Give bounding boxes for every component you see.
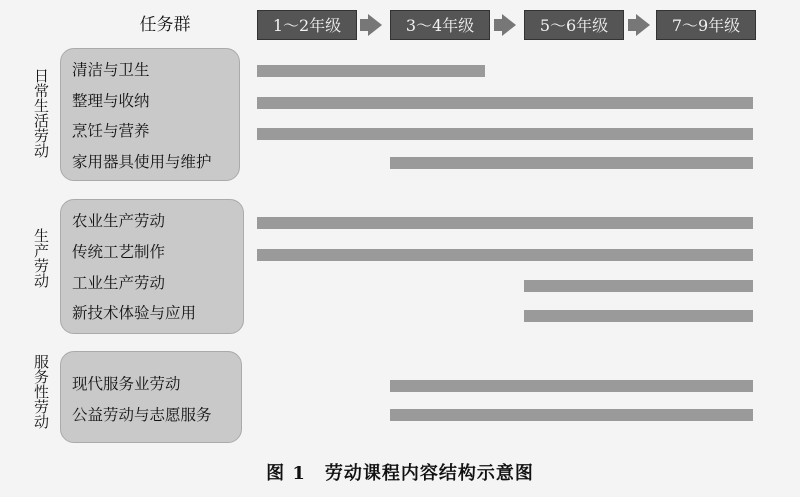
grade-span-bar — [257, 217, 753, 229]
grade-header-5-6: 5～6年级 — [524, 10, 624, 40]
arrow-stem-1 — [360, 19, 368, 31]
task-label: 新技术体验与应用 — [72, 304, 197, 322]
task-label: 农业生产劳动 — [72, 212, 166, 230]
right-arrow-icon — [636, 14, 650, 36]
grade-span-bar — [524, 310, 753, 322]
grade-span-bar — [390, 157, 753, 169]
task-label: 家用器具使用与维护 — [72, 153, 212, 171]
task-group-header: 任务群 — [139, 15, 191, 35]
grade-span-bar — [257, 97, 753, 109]
arrow-stem-3 — [628, 19, 636, 31]
task-label: 整理与收纳 — [72, 92, 150, 110]
right-arrow-icon — [502, 14, 516, 36]
grade-span-bar — [390, 409, 753, 421]
group-label-daily-life: 日常生活劳动 — [32, 68, 50, 158]
task-label: 工业生产劳动 — [72, 274, 166, 292]
group-label-service: 服务性劳动 — [32, 354, 50, 429]
group-label-production: 生产劳动 — [32, 228, 50, 288]
grade-span-bar — [257, 128, 753, 140]
figure-caption: 图 1 劳动课程内容结构示意图 — [266, 463, 534, 484]
grade-header-7-9: 7～9年级 — [656, 10, 756, 40]
task-label: 传统工艺制作 — [72, 243, 166, 261]
task-label: 清洁与卫生 — [72, 61, 150, 79]
right-arrow-icon — [368, 14, 382, 36]
task-label: 现代服务业劳动 — [72, 375, 181, 393]
grade-span-bar — [390, 380, 753, 392]
grade-span-bar — [524, 280, 753, 292]
grade-span-bar — [257, 65, 485, 77]
grade-header-3-4: 3～4年级 — [390, 10, 490, 40]
task-label: 烹饪与营养 — [72, 122, 150, 140]
task-label: 公益劳动与志愿服务 — [72, 406, 212, 424]
group-box-service — [60, 351, 242, 443]
arrow-stem-2 — [494, 19, 502, 31]
grade-span-bar — [257, 249, 753, 261]
grade-header-1-2: 1～2年级 — [257, 10, 357, 40]
